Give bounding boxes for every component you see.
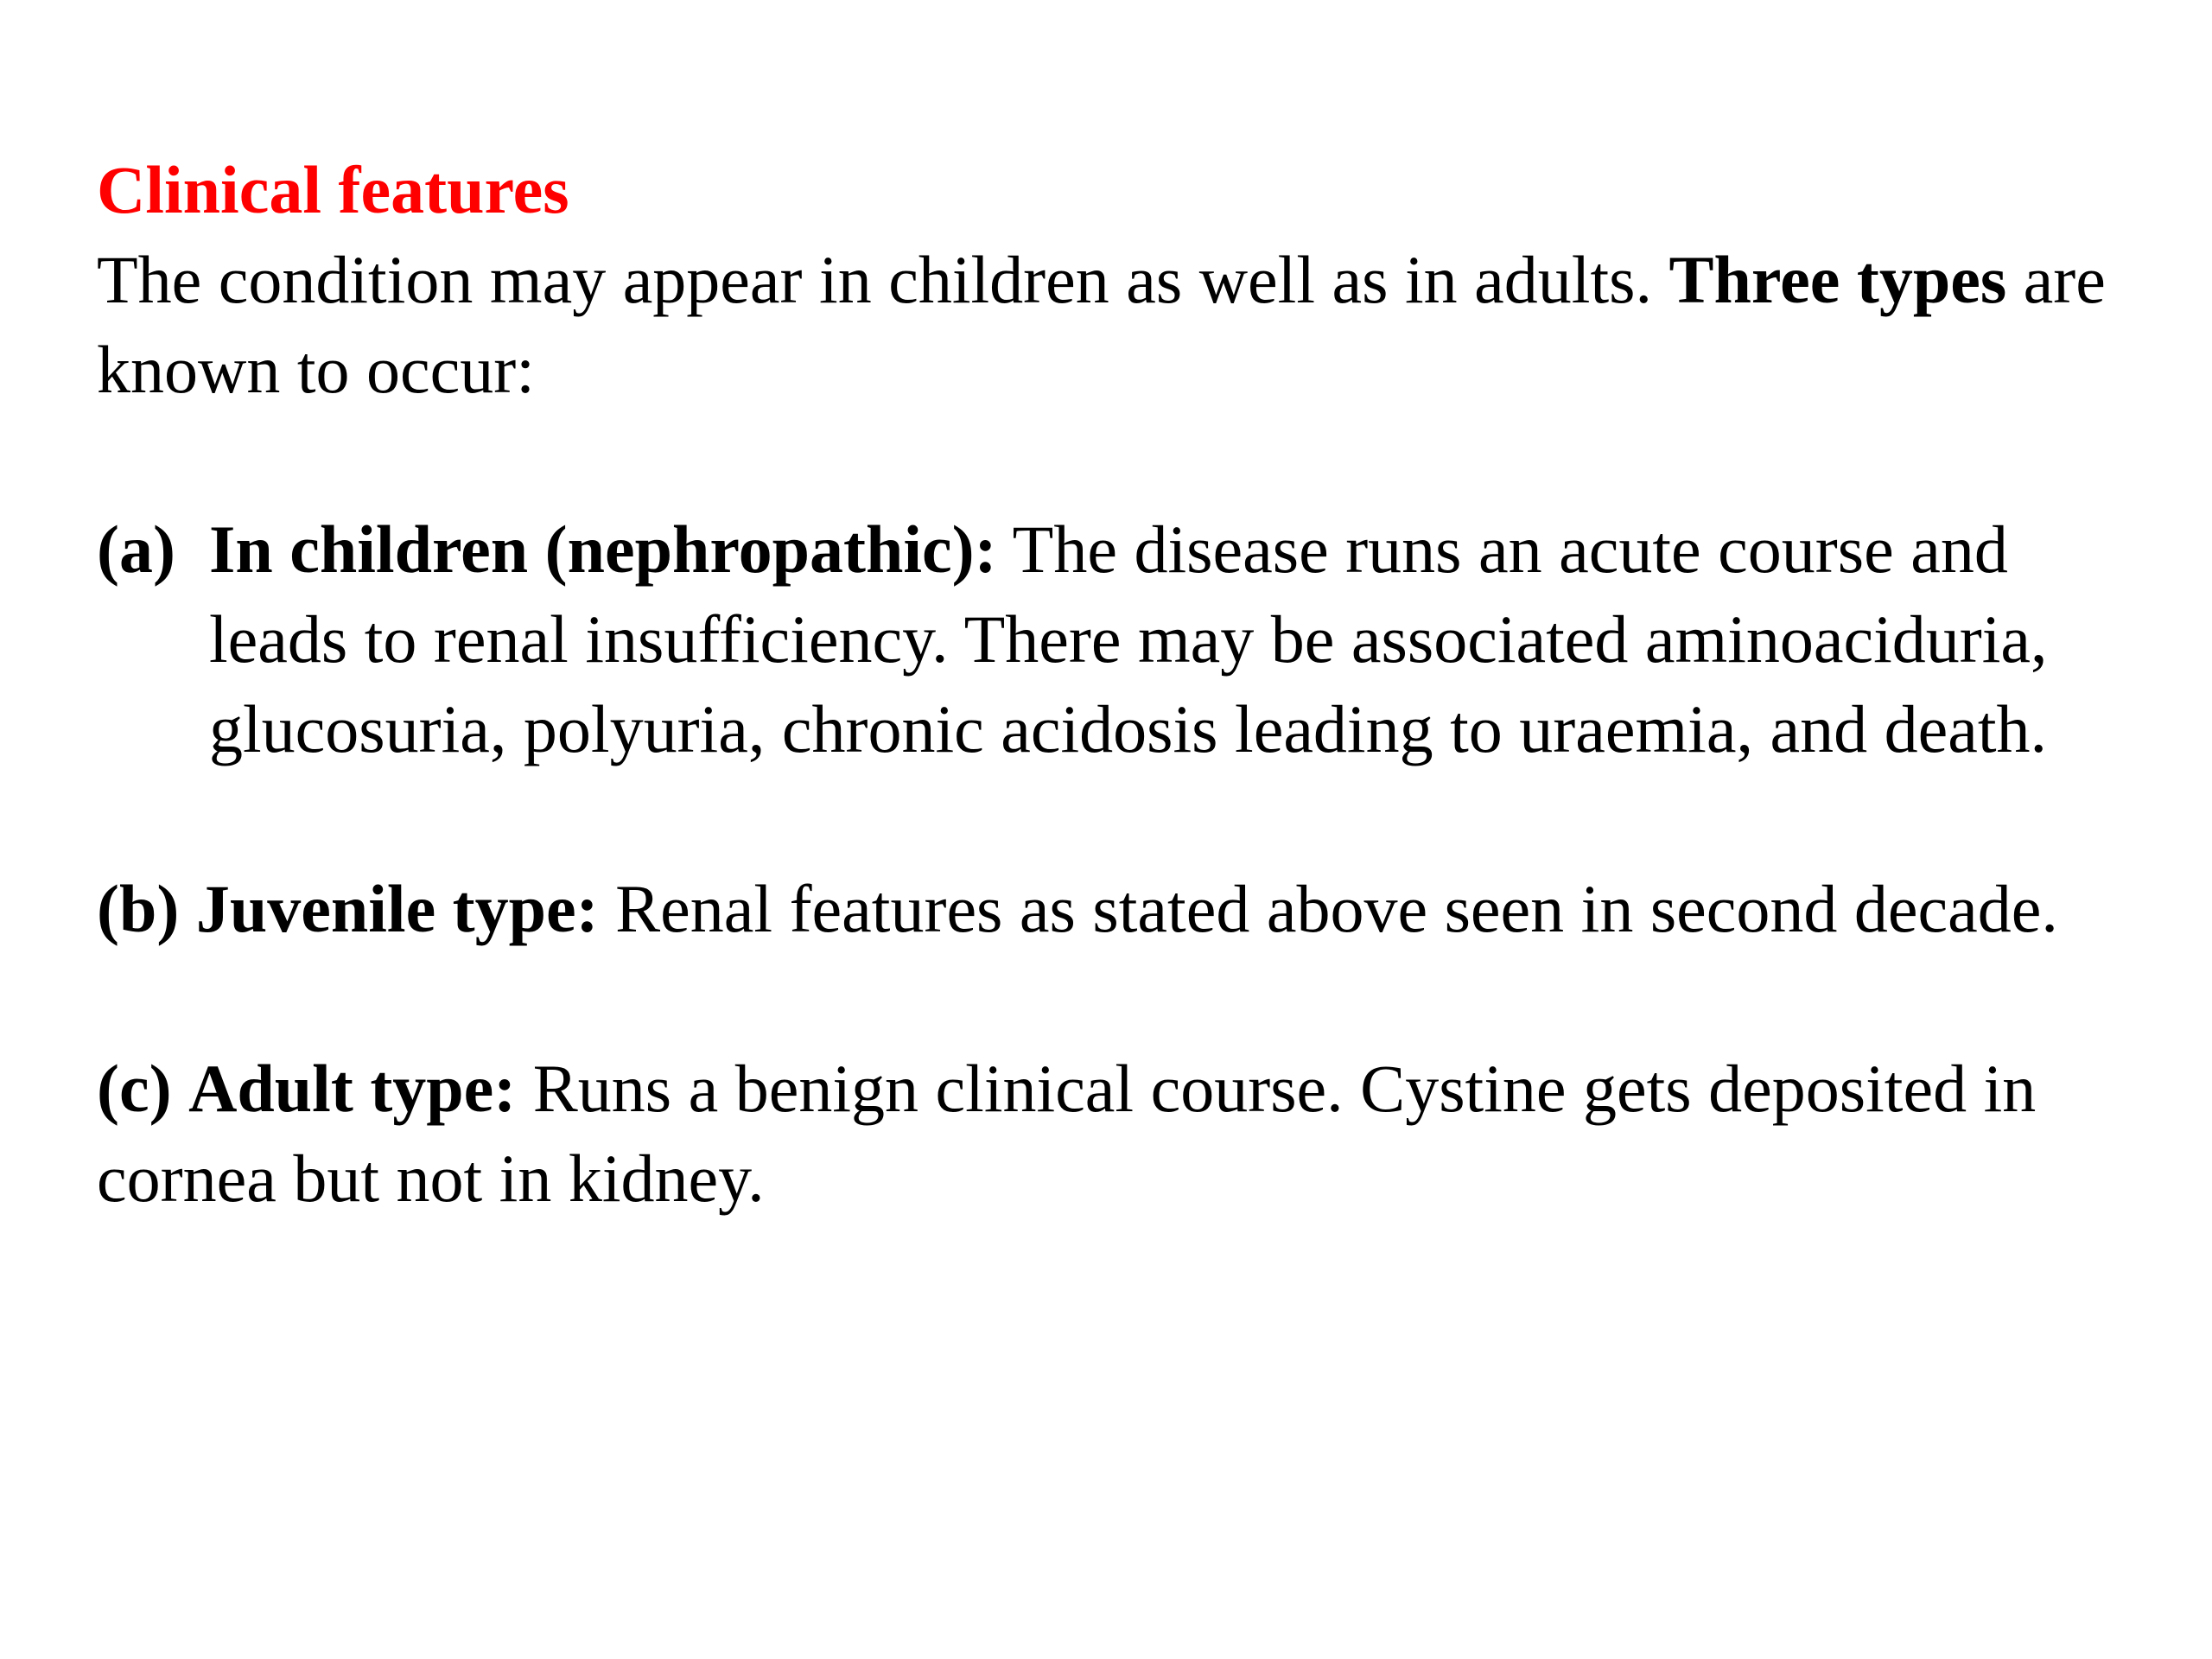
item-label-b: (b) bbox=[97, 871, 180, 946]
intro-text-end: are known to occur: bbox=[97, 242, 2106, 407]
intro-paragraph bbox=[97, 235, 2119, 415]
item-title-b: Juvenile type: bbox=[195, 871, 599, 946]
type-item-children bbox=[97, 505, 2119, 774]
item-text-b: Renal features as stated above seen in second decade. bbox=[598, 871, 2058, 946]
type-item-juvenile bbox=[97, 864, 2119, 954]
item-label-a: (a) bbox=[97, 512, 175, 587]
item-title-c: Adult type: bbox=[188, 1051, 517, 1126]
spacer bbox=[97, 774, 2119, 864]
slide-content bbox=[97, 145, 2119, 1224]
spacer bbox=[97, 954, 2119, 1044]
item-title-a: In children (nephropathic): bbox=[209, 512, 997, 587]
item-text-c: Runs a benign clinical course. Cystine gets deposited in cornea but not in kidney. bbox=[97, 1051, 2037, 1216]
intro-text-start: The condition may appear in children as well as in adults. bbox=[97, 242, 1669, 317]
spacer bbox=[97, 415, 2119, 505]
section-heading: Clinical features bbox=[97, 152, 569, 227]
intro-bold-three-types: Three types bbox=[1669, 242, 2007, 317]
item-label-c: (c) bbox=[97, 1051, 172, 1126]
item-text-a: The disease runs an acute course and leads to renal insufficiency. There may be associated aminoaciduria, glucosuria, polyuria, chronic acidosis leading to uraemia, and death. bbox=[209, 512, 2048, 766]
item-content-a bbox=[209, 505, 2119, 774]
type-item-adult bbox=[97, 1044, 2119, 1224]
